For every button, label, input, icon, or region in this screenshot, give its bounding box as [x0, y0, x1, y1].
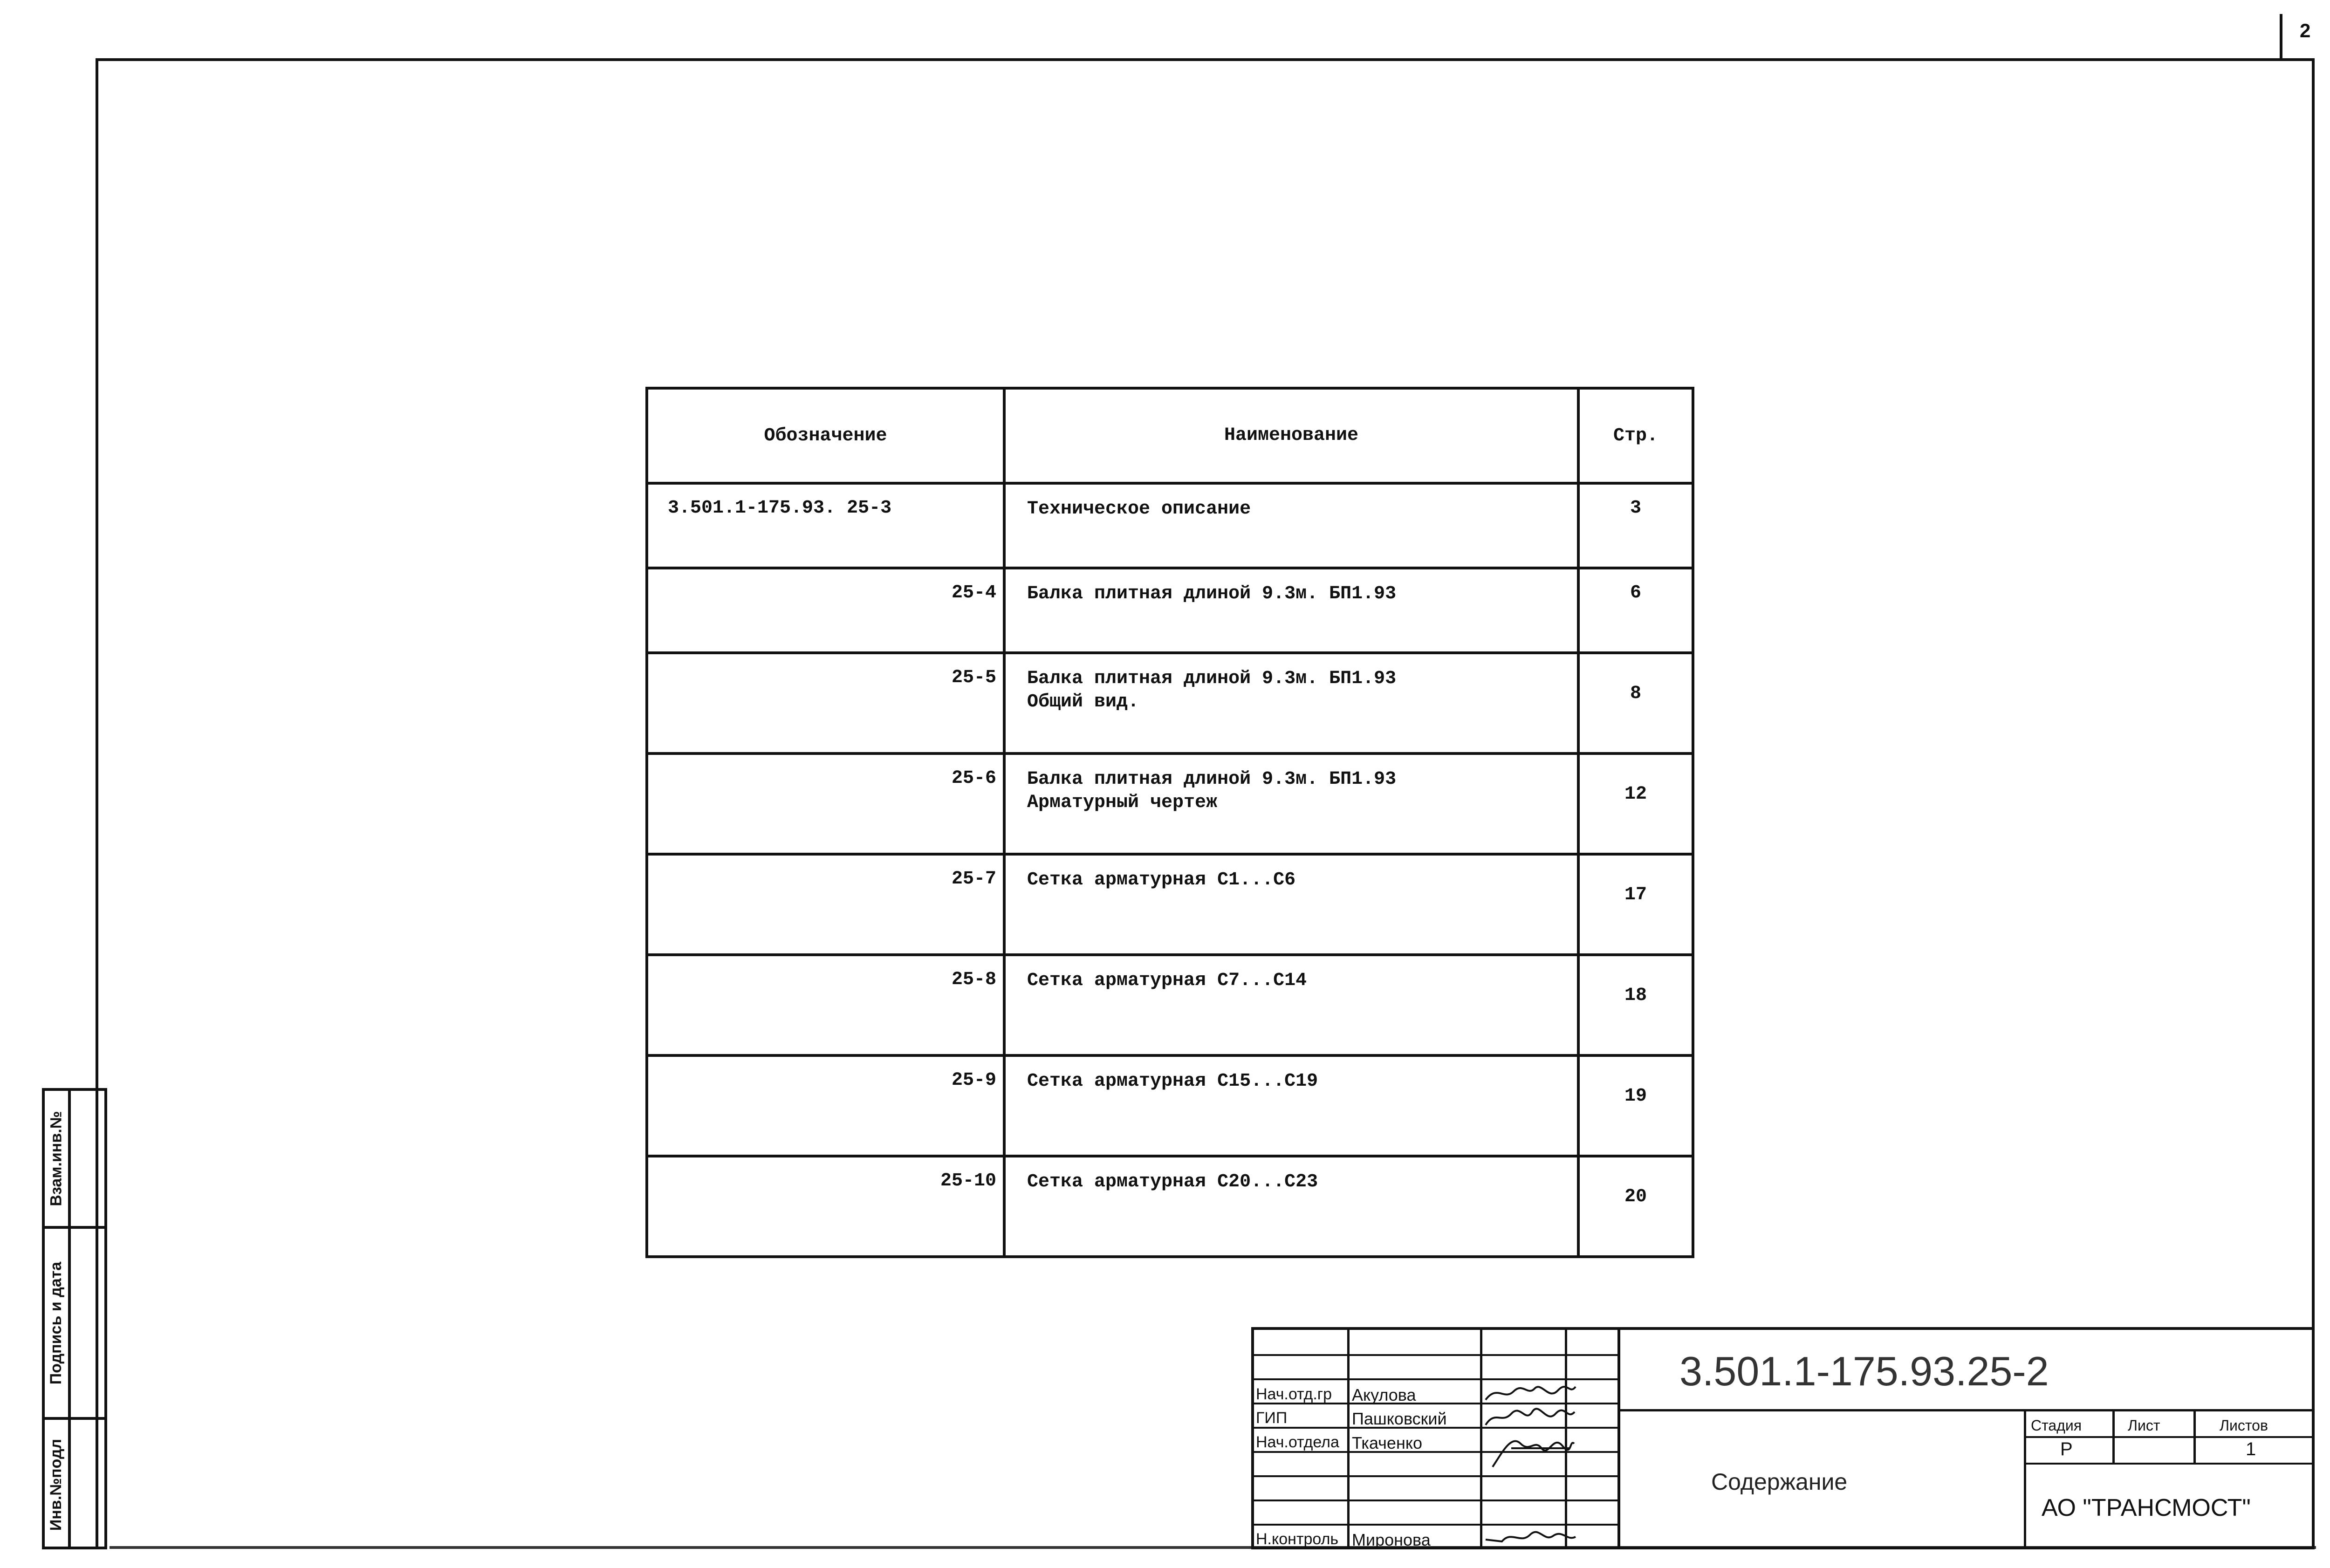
row-page: 6: [1578, 568, 1693, 653]
header-page: Стр.: [1578, 388, 1693, 483]
row-name: [1004, 653, 1578, 753]
header-designation: Обозначение: [647, 388, 1004, 483]
row-name-line: Сетка арматурная С20...С23: [1027, 1171, 1318, 1192]
row-page: 8: [1578, 653, 1693, 753]
table-row: [647, 653, 1693, 753]
row-designation: 25-8: [647, 955, 1004, 1055]
person-name: Пашковский: [1352, 1409, 1447, 1428]
tb-grid-line: [1480, 1330, 1482, 1547]
tb-grid-line: [1254, 1475, 1617, 1477]
header-name: Наименование: [1004, 388, 1578, 483]
row-name-line: Сетка арматурная С15...С19: [1027, 1071, 1318, 1092]
margin-stamp: [42, 1088, 107, 1549]
tb-grid-line: [2026, 1463, 2312, 1465]
stamp-sign-date-cell: [45, 1229, 68, 1417]
table-row: [647, 1156, 1693, 1257]
row-name: [1004, 483, 1578, 568]
row-page: 20: [1578, 1156, 1693, 1257]
row-designation: 25-4: [647, 568, 1004, 653]
stamp-inv-original-cell: [45, 1420, 68, 1549]
row-name: [1004, 1156, 1578, 1257]
row-designation: 25-7: [647, 854, 1004, 955]
row-name-line: Балка плитная длиной 9.3м. БП1.93: [1027, 583, 1397, 604]
person-role: Нач.отдела: [1256, 1433, 1339, 1451]
tb-grid-line: [1617, 1330, 1620, 1547]
contents-table: [645, 387, 1694, 1258]
tb-grid-line: [2112, 1411, 2115, 1464]
sheet-title: Содержание: [1711, 1469, 1848, 1495]
person-role: Н.контроль: [1256, 1530, 1339, 1548]
row-name-line: Общий вид.: [1027, 692, 1139, 712]
tb-grid-line: [1347, 1330, 1350, 1547]
tb-grid-line: [2024, 1411, 2026, 1547]
row-page: 17: [1578, 854, 1693, 955]
page-number-tick: [2280, 14, 2282, 61]
signature-2: [1483, 1406, 1576, 1428]
stamp-sign-date-label: Подпись и дата: [47, 1261, 65, 1384]
signature-3: [1483, 1430, 1576, 1472]
organization: АО "ТРАНСМОСТ": [2042, 1494, 2251, 1521]
person-role: ГИП: [1256, 1409, 1288, 1427]
tb-grid-line: [1254, 1378, 1617, 1380]
row-name-line: Арматурный чертеж: [1027, 792, 1218, 813]
document-code: 3.501.1-175.93.25-2: [1679, 1348, 2049, 1394]
table-row: [647, 955, 1693, 1055]
table-row: [647, 568, 1693, 653]
table-row: [647, 753, 1693, 854]
contents-header-row: [647, 388, 1693, 483]
stamp-replace-inv-label: Взам.инв.№: [47, 1110, 65, 1206]
person-name: Акулова: [1352, 1385, 1416, 1404]
tb-grid-line: [2026, 1436, 2312, 1438]
row-name: [1004, 955, 1578, 1055]
page-number: 2: [2300, 20, 2311, 41]
tb-grid-line: [1254, 1500, 1617, 1501]
tb-grid-line: [1620, 1409, 2312, 1411]
signature-1: [1483, 1382, 1576, 1404]
stage-value: Р: [2060, 1439, 2073, 1459]
row-page: 12: [1578, 753, 1693, 854]
row-name-line: Сетка арматурная С7...С14: [1027, 970, 1307, 991]
row-name-line: Балка плитная длиной 9.3м. БП1.93: [1027, 769, 1397, 790]
row-name: [1004, 568, 1578, 653]
sheet-label: Лист: [2128, 1417, 2160, 1434]
row-page: 19: [1578, 1055, 1693, 1156]
row-designation: 25-9: [647, 1055, 1004, 1156]
table-row: [647, 854, 1693, 955]
person-name: Миронова: [1352, 1530, 1431, 1549]
row-name-line: Балка плитная длиной 9.3м. БП1.93: [1027, 668, 1397, 689]
row-page: 3: [1578, 483, 1693, 568]
row-designation: 25-5: [647, 653, 1004, 753]
row-designation: 25-10: [647, 1156, 1004, 1257]
row-designation: 25-6: [647, 753, 1004, 854]
row-name: [1004, 753, 1578, 854]
signature-4: [1483, 1526, 1576, 1547]
table-row: [647, 1055, 1693, 1156]
table-row: [647, 483, 1693, 568]
row-name-line: Техническое описание: [1027, 499, 1251, 520]
row-page: 18: [1578, 955, 1693, 1055]
tb-grid-line: [2193, 1411, 2196, 1464]
row-designation: 3.501.1-175.93. 25-3: [647, 483, 1004, 568]
person-role: Нач.отд.гр: [1256, 1385, 1332, 1403]
title-block: [1251, 1327, 2315, 1549]
sheets-value: 1: [2246, 1439, 2256, 1459]
row-name: [1004, 1055, 1578, 1156]
row-name: [1004, 854, 1578, 955]
row-name-line: Сетка арматурная С1...С6: [1027, 870, 1296, 890]
stamp-replace-inv-cell: [45, 1091, 68, 1226]
stage-label: Стадия: [2031, 1417, 2082, 1434]
sheets-label: Листов: [2220, 1417, 2268, 1434]
person-name: Ткаченко: [1352, 1433, 1423, 1452]
stamp-inv-original-label: Инв.№подл: [47, 1438, 65, 1531]
tb-grid-line: [1254, 1354, 1617, 1356]
